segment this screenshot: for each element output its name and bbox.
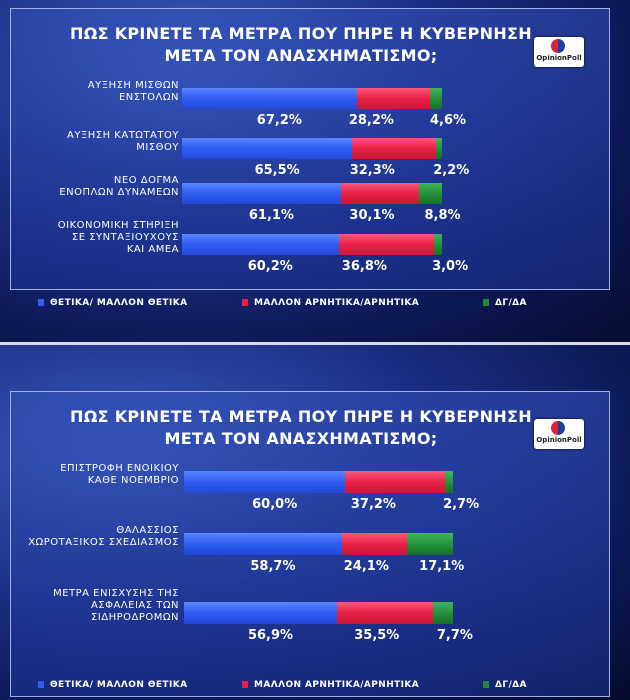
row-label [9, 130, 179, 154]
row-label-line: ΟΙΚΟΝΟΜΙΚΗ ΣΤΗΡΙΞΗ [57, 220, 179, 231]
legend-item-positive [38, 298, 187, 308]
chart-title-line-1: ΠΩΣ ΚΡΙΝΕΤΕ ΤΑ ΜΕΤΡΑ ΠΟΥ ΠΗΡΕ Η ΚΥΒΕΡΝΗΣΗ [70, 407, 532, 426]
bar-segment-dk [445, 471, 452, 493]
data-label-positive: 60,2% [247, 259, 293, 274]
row-label-line: ΑΥΞΗΣΗ ΚΑΤΩΤΑΤΟΥ [67, 130, 179, 141]
legend-text: ΜΑΛΛΟΝ ΑΡΝΗΤΙΚΑ/ΑΡΝΗΤΙΚΑ [254, 680, 420, 690]
bar-segment-negative [337, 602, 432, 624]
legend-item-negative [242, 298, 419, 308]
chart-title-line-1: ΠΩΣ ΚΡΙΝΕΤΕ ΤΑ ΜΕΤΡΑ ΠΟΥ ΠΗΡΕ Η ΚΥΒΕΡΝΗΣΗ [70, 24, 532, 43]
row-label-line: ΜΙΣΘΟΥ [136, 142, 179, 153]
bar-segment-positive [184, 533, 342, 555]
logo-circle-icon [551, 39, 565, 53]
panel-reflection [10, 312, 610, 356]
chart-panel [10, 8, 610, 290]
bar-segment-dk [430, 88, 442, 109]
legend-text: ΘΕΤΙΚΑ/ ΜΑΛΛΟΝ ΘΕΤΙΚΑ [50, 680, 188, 690]
bar-segment-dk [419, 183, 442, 204]
bar-segment-negative [352, 138, 436, 159]
data-label-positive: 56,9% [247, 628, 294, 643]
data-label-dk: 2,2% [433, 163, 470, 178]
row-label-line: ΕΝΣΤΟΛΩΝ [118, 92, 179, 103]
logo-text: OpinionPoll [536, 436, 582, 444]
row-label-line: ΚΑΘΕ ΝΟΕΜΒΡΙΟ [87, 475, 179, 486]
data-label-dk: 7,7% [436, 628, 473, 643]
row-label-line: ΑΥΞΗΣΗ ΜΙΣΘΩΝ [87, 80, 179, 91]
legend-text: ΜΑΛΛΟΝ ΑΡΝΗΤΙΚΑ/ΑΡΝΗΤΙΚΑ [254, 298, 420, 308]
data-label-positive: 61,1% [248, 208, 294, 223]
data-label-negative: 30,1% [349, 208, 395, 223]
data-label-dk: 4,6% [429, 113, 467, 128]
legend-item-positive [38, 680, 187, 690]
bar-segment-positive [184, 602, 337, 624]
data-label-dk: 17,1% [419, 559, 465, 574]
chart-panel [10, 391, 610, 697]
data-label-positive: 60,0% [252, 497, 298, 512]
logo-text: OpinionPoll [536, 54, 582, 62]
row-label [9, 220, 179, 256]
data-label-dk: 8,8% [424, 208, 461, 223]
row-label [4, 463, 179, 487]
row-label-line: ΝΕΟ ΔΟΓΜΑ [113, 175, 179, 186]
bar-segment-positive [182, 183, 341, 204]
legend-item-dk [483, 680, 527, 690]
chart-title-line-2: ΜΕΤΑ ΤΟΝ ΑΝΑΣΧΗΜΑΤΙΣΜΟ; [164, 46, 438, 65]
bar-segment-positive [182, 138, 352, 159]
chart-title-line-2: ΜΕΤΑ ΤΟΝ ΑΝΑΣΧΗΜΑΤΙΣΜΟ; [164, 429, 438, 448]
bar-segment-dk [433, 602, 454, 624]
bar-segment-negative [345, 471, 445, 493]
logo-circle-icon [551, 421, 565, 435]
legend-text: ΔΓ/ΔΑ [495, 680, 527, 690]
data-label-negative: 32,3% [349, 163, 395, 178]
opinionpoll-logo [534, 37, 584, 67]
data-label-positive: 65,5% [254, 163, 300, 178]
legend-swatch-positive [38, 299, 44, 306]
data-label-negative: 24,1% [343, 559, 389, 574]
data-label-negative: 36,8% [341, 259, 387, 274]
bar-segment-positive [182, 88, 357, 109]
row-label-line: ΕΝΟΠΛΩΝ ΔΥΝΑΜΕΩΝ [59, 187, 179, 198]
data-label-positive: 58,7% [250, 559, 296, 574]
data-label-negative: 35,5% [354, 628, 400, 643]
data-label-negative: 37,2% [350, 497, 396, 512]
opinionpoll-logo [534, 419, 584, 449]
bar-segment-dk [436, 138, 442, 159]
row-label-line: ΚΑΙ ΑΜΕΑ [126, 244, 179, 255]
row-label-line: ΜΕΤΡΑ ΕΝΙΣΧΥΣΗΣ ΤΗΣ [53, 588, 179, 599]
bar-segment-negative [341, 183, 419, 204]
data-label-positive: 67,2% [256, 113, 302, 128]
row-label-line: ΑΣΦΑΛΕΙΑΣ ΤΩΝ [90, 600, 179, 611]
bar-segment-negative [339, 234, 435, 255]
legend-item-negative [242, 680, 419, 690]
legend-swatch-negative [242, 681, 248, 688]
bar-segment-negative [342, 533, 407, 555]
row-label-line: ΣΙΔΗΡΟΔΡΟΜΩΝ [90, 612, 179, 623]
bar-segment-dk [407, 533, 453, 555]
row-label [9, 175, 179, 199]
data-label-dk: 3,0% [432, 259, 469, 274]
legend-item-dk [483, 298, 527, 308]
legend-swatch-dk [483, 299, 489, 306]
legend-text: ΔΓ/ΔΑ [495, 298, 527, 308]
bar-segment-positive [184, 471, 345, 493]
bar-segment-dk [434, 234, 442, 255]
row-label [4, 588, 179, 624]
legend-text: ΘΕΤΙΚΑ/ ΜΑΛΛΟΝ ΘΕΤΙΚΑ [50, 298, 188, 308]
legend-swatch-positive [38, 681, 44, 688]
bar-segment-negative [357, 88, 430, 109]
row-label-line: ΕΠΙΣΤΡΟΦΗ ΕΝΟΙΚΙΟΥ [60, 463, 179, 474]
row-label-line: ΘΑΛΑΣΣΙΟΣ [116, 525, 179, 536]
legend-swatch-dk [483, 681, 489, 688]
legend-swatch-negative [242, 299, 248, 306]
data-label-negative: 28,2% [348, 113, 394, 128]
bar-segment-positive [182, 234, 339, 255]
row-label [4, 525, 179, 549]
data-label-dk: 2,7% [443, 497, 480, 512]
row-label [9, 80, 179, 104]
row-label-line: ΣΕ ΣΥΝΤΑΞΙΟΥΧΟΥΣ [71, 232, 179, 243]
row-label-line: ΧΩΡΟΤΑΞΙΚΟΣ ΣΧΕΔΙΑΣΜΟΣ [28, 537, 179, 548]
